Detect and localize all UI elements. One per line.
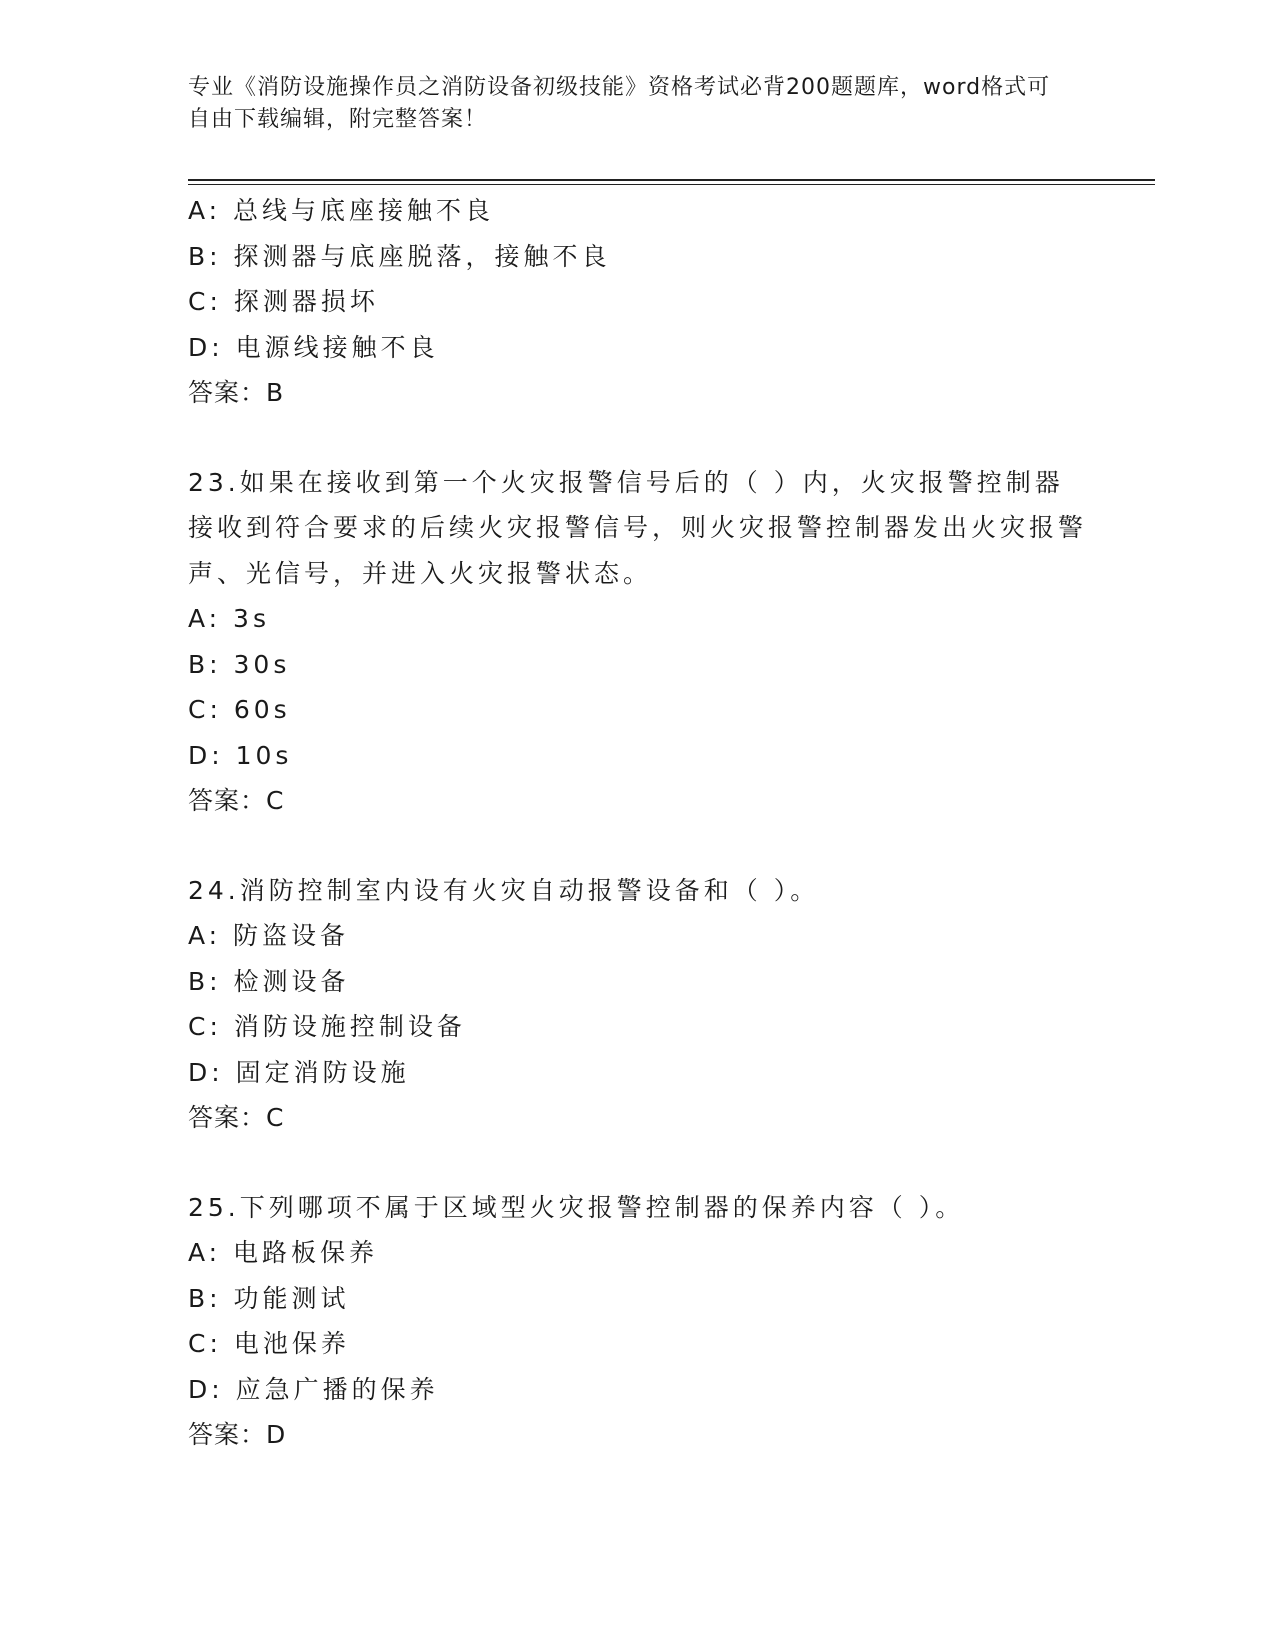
option-a: A: 防盗设备: [188, 921, 350, 950]
question-24: [188, 868, 1088, 1141]
question-stem: 23.如果在接收到第一个火灾报警信号后的（ ）内，火灾报警控制器接收到符合要求的后续火灾报警信号，则火灾报警控制器发出火灾报警声、光信号，并进入火灾报警状态。: [188, 467, 1088, 588]
spacer: [188, 824, 1088, 868]
option-d: D: 固定消防设施: [188, 1057, 410, 1087]
question-stem: 24.消防控制室内设有火灾自动报警设备和（ ）。: [188, 875, 820, 905]
option-c: C: 探测器损坏: [188, 287, 379, 316]
spacer: [188, 416, 1088, 460]
option-c: C: 60s: [188, 695, 291, 724]
spacer: [188, 1141, 1088, 1185]
option-a: A: 3s: [188, 604, 270, 633]
option-b: B: 30s: [188, 649, 291, 679]
answer-line: 答案：C: [188, 786, 285, 815]
question-list: [188, 188, 1088, 1458]
option-b: B: 探测器与底座脱落，接触不良: [188, 241, 611, 271]
option-c: C: 电池保养: [188, 1329, 350, 1358]
option-d: D: 10s: [188, 740, 293, 770]
question-23: [188, 460, 1088, 824]
question-25: [188, 1185, 1088, 1458]
option-d: D: 应急广播的保养: [188, 1374, 439, 1404]
header-rule-thick: [188, 179, 1155, 181]
option-a: A: 电路板保养: [188, 1238, 379, 1267]
header-rule-thin: [188, 184, 1155, 185]
option-d: D: 电源线接触不良: [188, 332, 439, 362]
question-stem: 25.下列哪项不属于区域型火灾报警控制器的保养内容（ ）。: [188, 1192, 965, 1222]
answer-line: 答案：B: [188, 378, 285, 407]
document-header: 专业《消防设施操作员之消防设备初级技能》资格考试必背200题题库，word格式可自由下载编辑，附完整答案！: [188, 75, 1051, 132]
option-b: B: 检测设备: [188, 966, 350, 996]
answer-line: 答案：D: [188, 1420, 287, 1449]
option-b: B: 功能测试: [188, 1283, 350, 1313]
answer-line: 答案：C: [188, 1103, 285, 1132]
question-22-continued: [188, 188, 1088, 416]
option-c: C: 消防设施控制设备: [188, 1012, 466, 1041]
option-a: A: 总线与底座接触不良: [188, 196, 495, 225]
